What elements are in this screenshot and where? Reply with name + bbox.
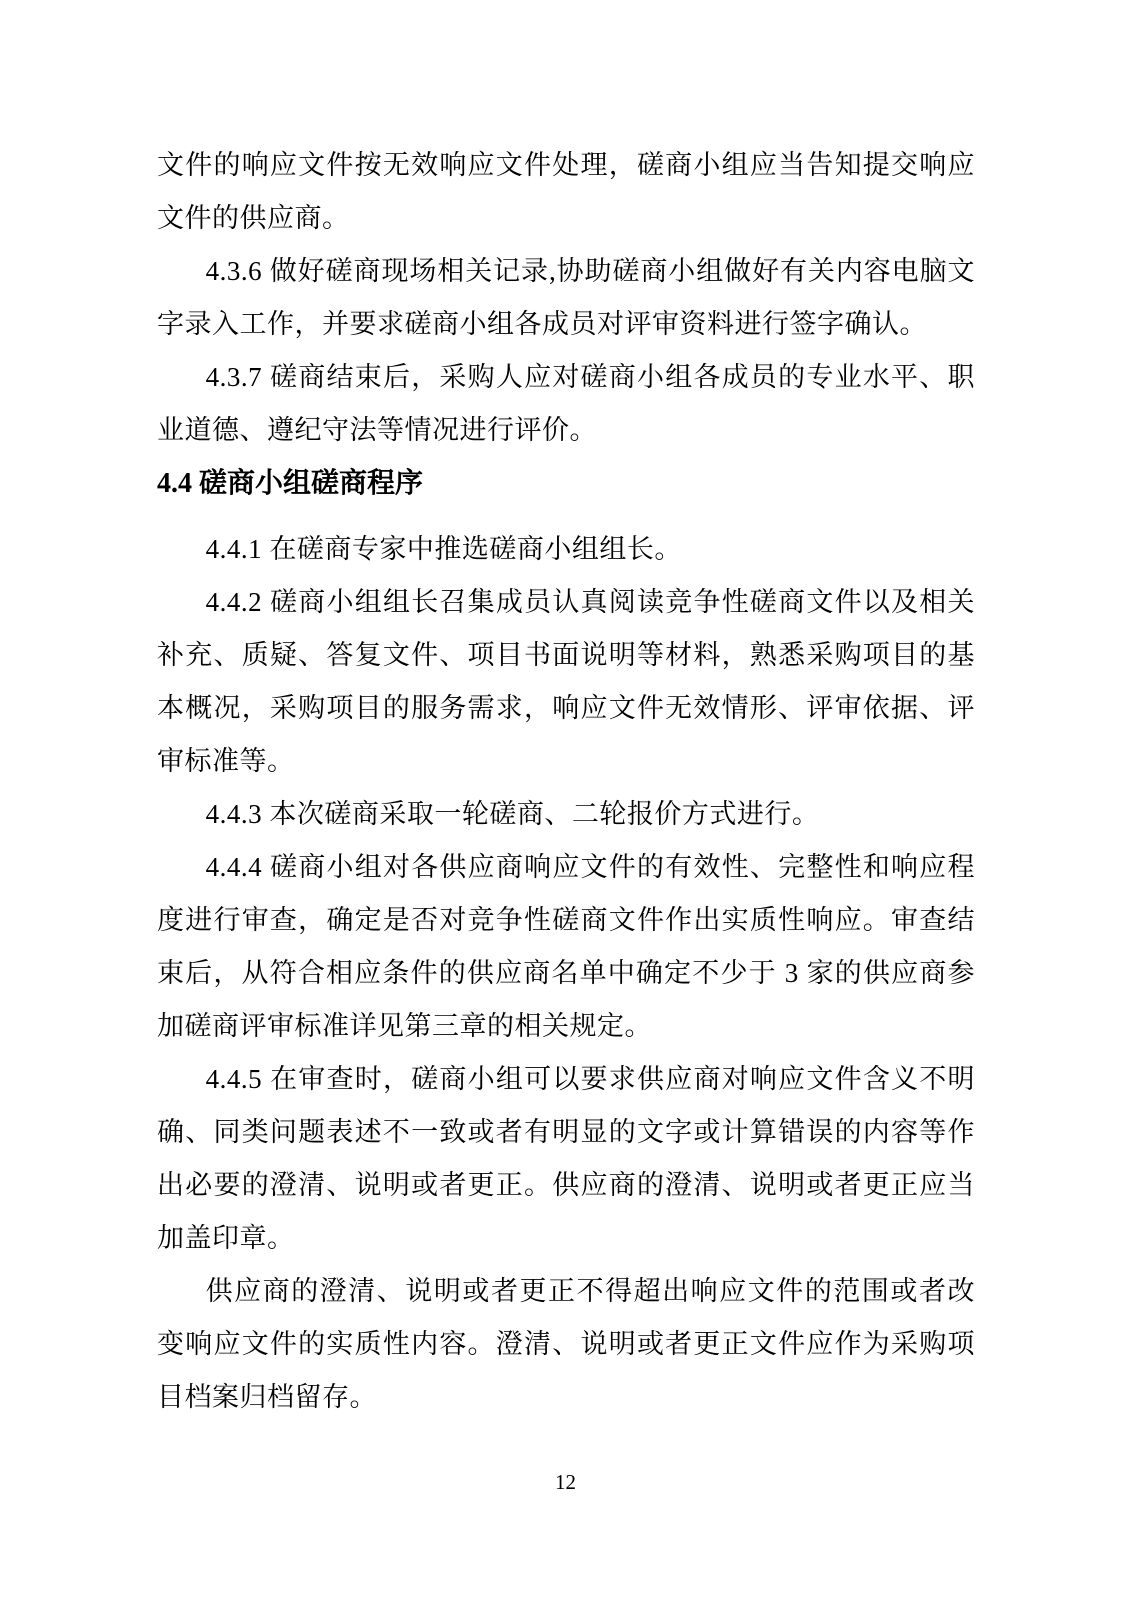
section-heading-4-4: 4.4 磋商小组磋商程序 [157,468,424,499]
paragraph-continuation: 文件的响应文件按无效响应文件处理，磋商小组应当告知提交响应文件的供应商。 [157,150,975,233]
paragraph-4-4-5: 4.4.5 在审查时，磋商小组可以要求供应商对响应文件含义不明确、同类问题表述不一致或者有明显的文字或计算错误的内容等作出必要的澄清、说明或者更正。供应商的澄清、说明或者更正应当加盖印章。 [157,1064,975,1253]
paragraph-4-4-2: 4.4.2 磋商小组组长召集成员认真阅读竞争性磋商文件以及相关补充、质疑、答复文件、项目书面说明等材料，熟悉采购项目的基本概况，采购项目的服务需求，响应文件无效情形、评审依据、评审标准等。 [157,587,975,776]
paragraph-4-4-1: 4.4.1 在磋商专家中推选磋商小组组长。 [205,534,682,564]
paragraph-4-4-4: 4.4.4 磋商小组对各供应商响应文件的有效性、完整性和响应程度进行审查，确定是否对竞争性磋商文件作出实质性响应。审查结束后，从符合相应条件的供应商名单中确定不少于 3 家的供应商参加磋商评审标准详见第三章的相关规定。 [157,852,975,1041]
paragraph-4-3-7: 4.3.7 磋商结束后，采购人应对磋商小组各成员的专业水平、职业道德、遵纪守法等情况进行评价。 [157,362,975,445]
paragraph-4-3-6: 4.3.6 做好磋商现场相关记录,协助磋商小组做好有关内容电脑文字录入工作，并要求磋商小组各成员对评审资料进行签字确认。 [157,256,975,339]
paragraph-clarification-rule: 供应商的澄清、说明或者更正不得超出响应文件的范围或者改变响应文件的实质性内容。澄清、说明或者更正文件应作为采购项目档案归档留存。 [157,1276,975,1412]
paragraph-4-4-3: 4.4.3 本次磋商采取一轮磋商、二轮报价方式进行。 [205,799,820,829]
document-body [157,139,975,1424]
page-number: 12 [555,1470,576,1494]
